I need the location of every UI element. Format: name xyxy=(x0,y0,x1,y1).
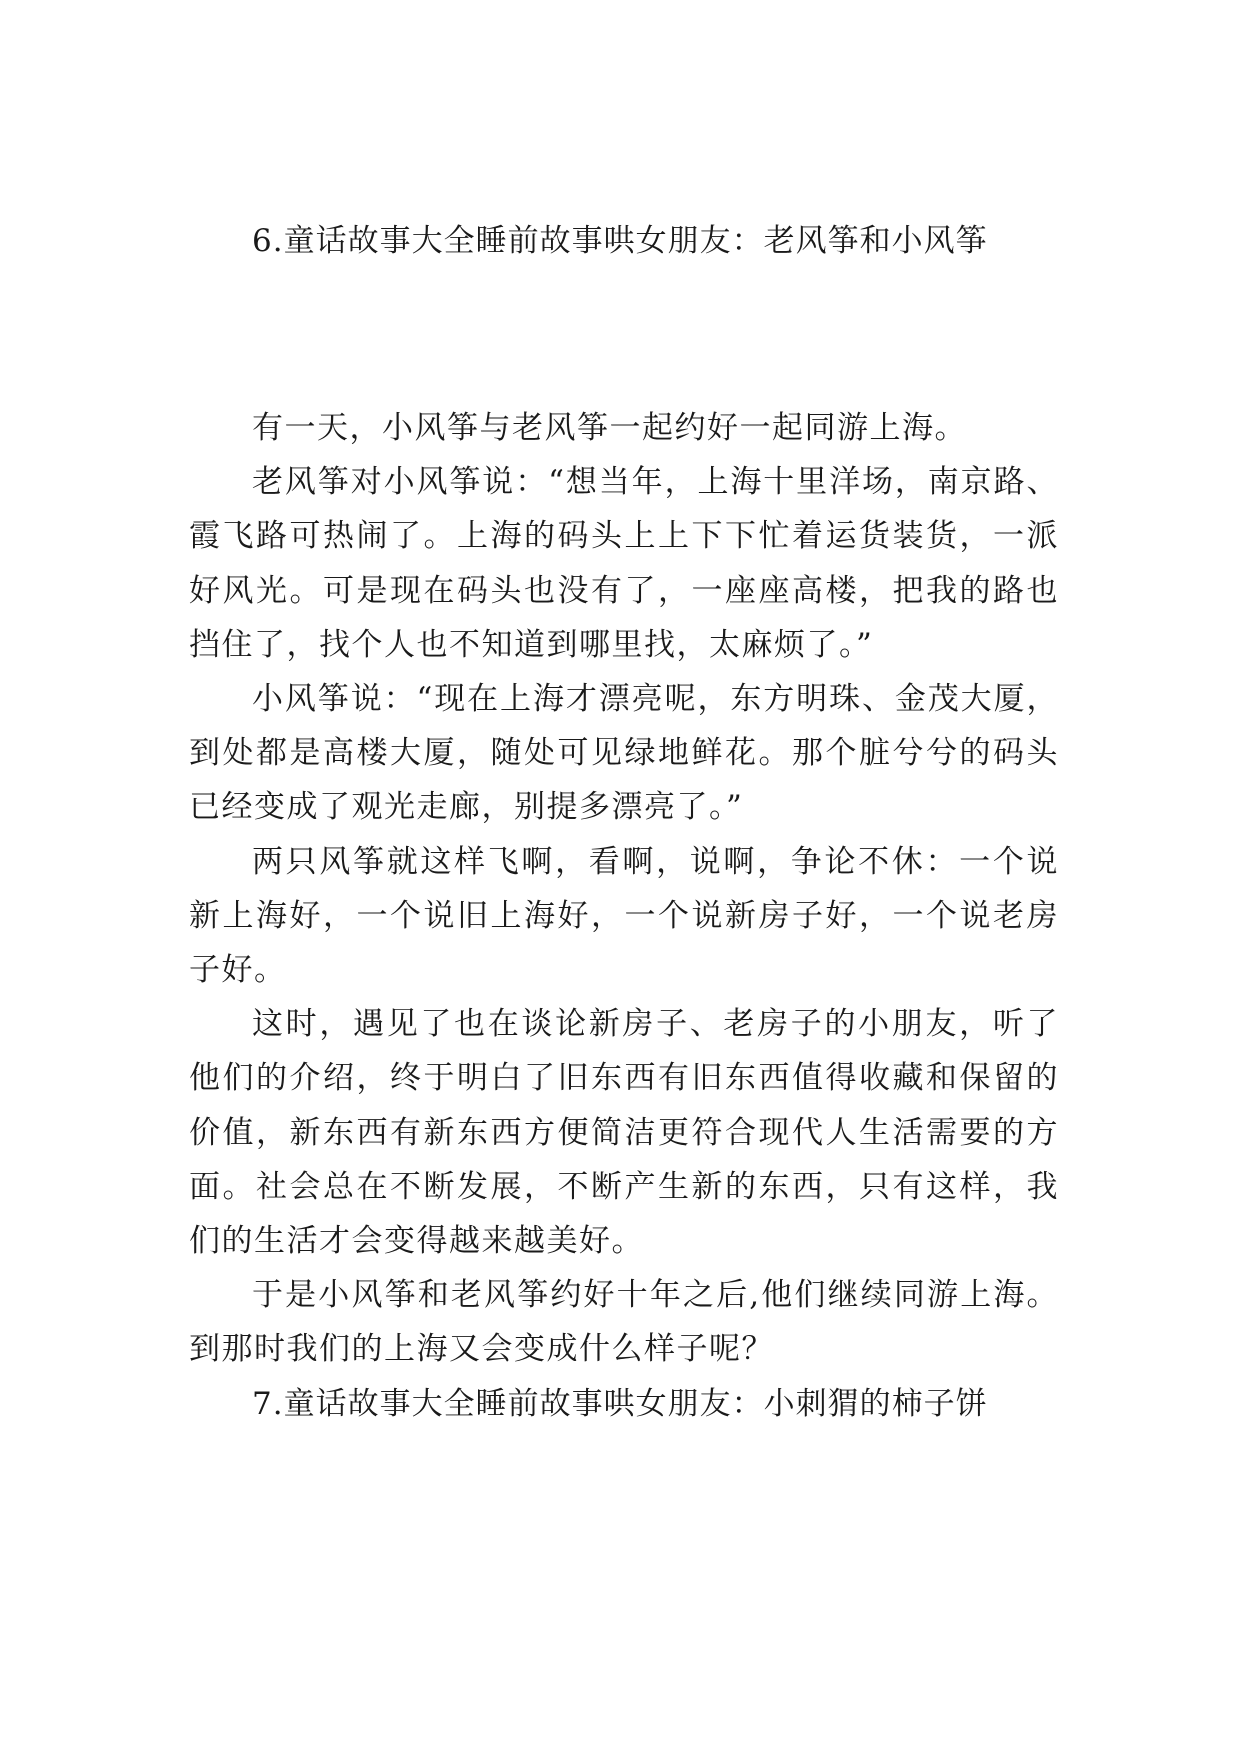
paragraph-4: 两只风筝就这样飞啊，看啊，说啊，争论不休：一个说新上海好，一个说旧上海好，一个说新房子好，一个说老房子好。 xyxy=(189,843,1059,989)
story-heading-6: 6.童话故事大全睡前故事哄女朋友：老风筝和小风筝 xyxy=(252,223,988,259)
document-page xyxy=(189,0,1059,1754)
paragraph-6: 于是小风筝和老风筝约好十年之后,他们继续同游上海。到那时我们的上海又会变成什么样子呢？ xyxy=(189,1277,1059,1368)
story-heading-7: 7.童话故事大全睡前故事哄女朋友：小刺猬的柿子饼 xyxy=(252,1385,988,1422)
paragraph-5: 这时，遇见了也在谈论新房子、老房子的小朋友，听了他们的介绍，终于明白了旧东西有旧东西值得收藏和保留的价值，新东西有新东西方便简洁更符合现代人生活需要的方面。社会总在不断发展，不断产生新的东西，只有这样，我们的生活才会变得越来越美好。 xyxy=(189,1006,1059,1260)
paragraph-2: 老风筝对小风筝说：“想当年，上海十里洋场，南京路、霞飞路可热闹了。上海的码头上上下下忙着运货装货，一派好风光。可是现在码头也没有了，一座座高楼，把我的路也挡住了，找个人也不知道到哪里找，太麻烦了。” xyxy=(189,464,1059,663)
story-body xyxy=(189,401,1059,1431)
paragraph-1: 有一天，小风筝与老风筝一起约好一起同游上海。 xyxy=(252,410,967,446)
paragraph-3: 小风筝说：“现在上海才漂亮呢，东方明珠、金茂大厦，到处都是高楼大厦，随处可见绿地鲜花。那个脏兮兮的码头已经变成了观光走廊，别提多漂亮了。” xyxy=(189,681,1059,826)
